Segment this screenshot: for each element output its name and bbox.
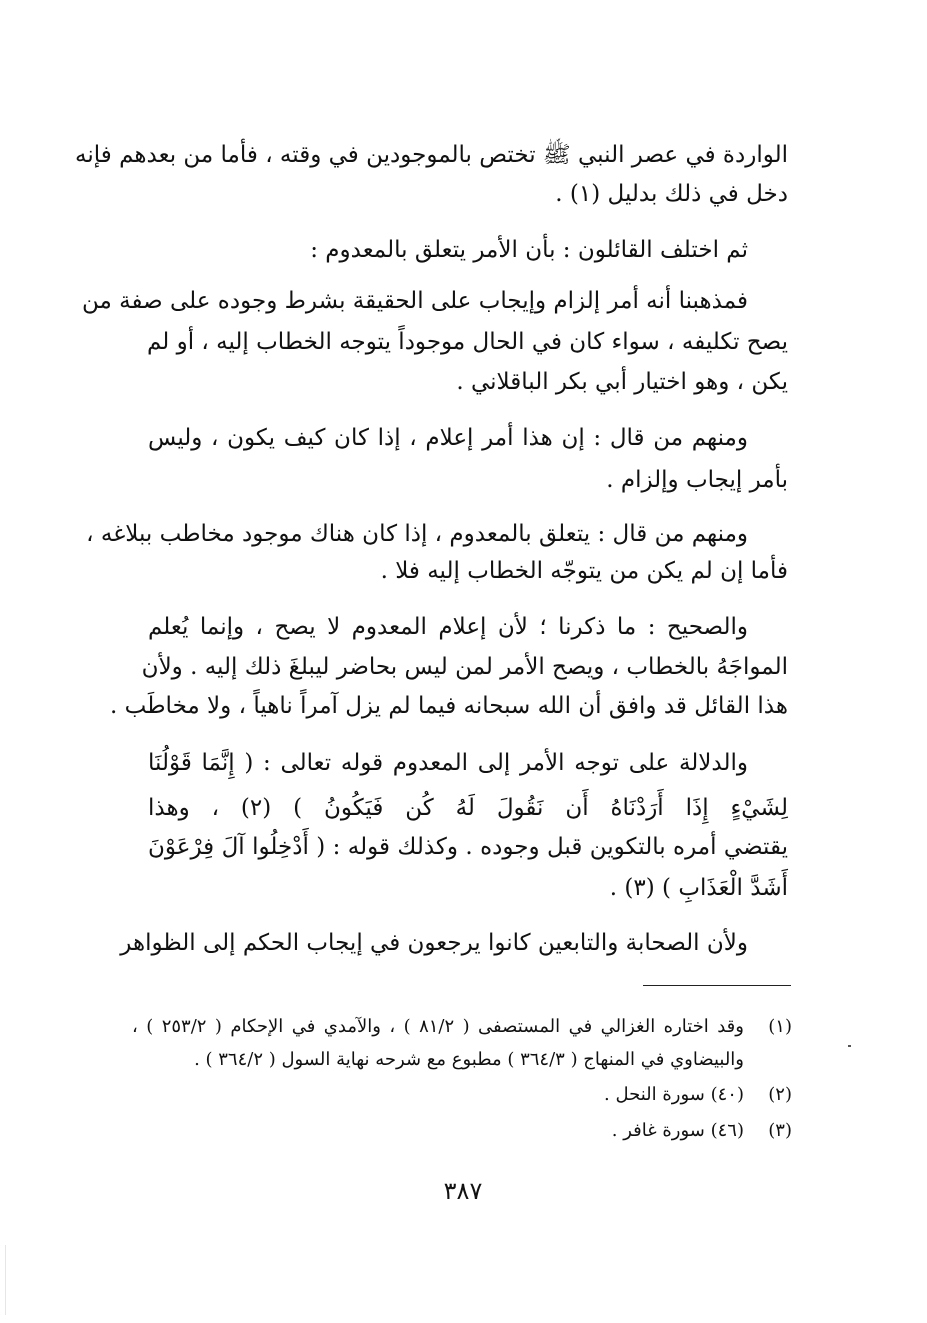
- body-line: ثم اختلف القائلون : بأن الأمر يتعلق بالمعدوم :: [310, 237, 748, 263]
- page-number: ٣٨٧: [443, 1177, 483, 1205]
- body-line: أَشَدَّ الْعَذَابِ ) (٣) .: [609, 875, 788, 901]
- footnote-separator: [643, 985, 791, 986]
- body-line: بأمر إيجاب وإلزام .: [606, 467, 788, 493]
- footnote-text: وقد اختاره الغزالي في المستصفى ( ٨١/٢ ) ، والآمدي في الإحكام ( ٢٥٣/٢ ) ،: [132, 1016, 744, 1037]
- footnote-number: (٣): [768, 1120, 792, 1141]
- footnote-text: والبيضاوي في المنهاج ( ٣٦٤/٣ ) مطبوع مع شرحه نهاية السول ( ٣٦٤/٢ ) .: [194, 1049, 744, 1070]
- body-line: الواردة في عصر النبي ﷺ تختص بالموجودين في وقته ، فأما من بعدهم فإنه: [75, 142, 788, 168]
- scan-edge-artifact: [5, 1245, 6, 1315]
- body-line: يصح تكليفه ، سواء كان في الحال موجوداً يتوجه الخطاب إليه ، أو لم: [146, 329, 788, 355]
- body-line: المواجَهُ بالخطاب ، ويصح الأمر لمن ليس بحاضر ليبلغَ ذلك إليه . ولأن: [141, 654, 788, 680]
- footnote-number: (١): [768, 1016, 792, 1037]
- scan-speck: [848, 1045, 851, 1047]
- footnote-text: (٤٦) سورة غافر .: [611, 1120, 744, 1141]
- footnote-line: [132, 1116, 792, 1146]
- body-line: ولأن الصحابة والتابعين كانوا يرجعون في إيجاب الحكم إلى الظواهر: [120, 930, 748, 956]
- footnote-line: [132, 1012, 792, 1042]
- body-line: فأما إن لم يكن من يتوجّه الخطاب إليه فلا .: [380, 558, 788, 584]
- body-line: فمذهبنا أنه أمر إلزام وإيجاب على الحقيقة بشرط وجوده على صفة من: [82, 288, 748, 314]
- body-line: يكن ، وهو اختيار أبي بكر الباقلاني .: [456, 369, 788, 395]
- footnote-number: (٢): [768, 1084, 792, 1105]
- body-line: ومنهم من قال : يتعلق بالمعدوم ، إذا كان هناك موجود مخاطب ببلاغه ،: [86, 521, 748, 547]
- body-line: والصحيح : ما ذكرنا ؛ لأن إعلام المعدوم لا يصح ، وإنما يُعلم: [148, 614, 748, 640]
- footnote-text: (٤٠) سورة النحل .: [604, 1084, 744, 1105]
- body-line: لِشَيْءٍ إِذَا أَرَدْنَاهُ أَن نَقُولَ لَهُ كُن فَيَكُونُ ) (٢) ، وهذا: [148, 795, 789, 821]
- body-line: هذا القائل قد وافق أن الله سبحانه فيما لم يزل آمراً ناهياً ، ولا مخاطَب .: [110, 693, 788, 719]
- body-line: والدلالة على توجه الأمر إلى المعدوم قوله تعالى : ( إِنَّمَا قَوْلُنَا: [148, 750, 748, 776]
- body-line: يقتضي أمره بالتكوين قبل وجوده . وكذلك قوله : ( أَدْخِلُوا آلَ فِرْعَوْنَ: [148, 834, 788, 860]
- body-line: ومنهم من قال : إن هذا أمر إعلام ، إذا كان كيف يكون ، وليس: [148, 425, 748, 451]
- footnote-line: [132, 1045, 792, 1075]
- body-line: دخل في ذلك بدليل (١) .: [555, 181, 788, 207]
- footnote-line: [132, 1080, 792, 1110]
